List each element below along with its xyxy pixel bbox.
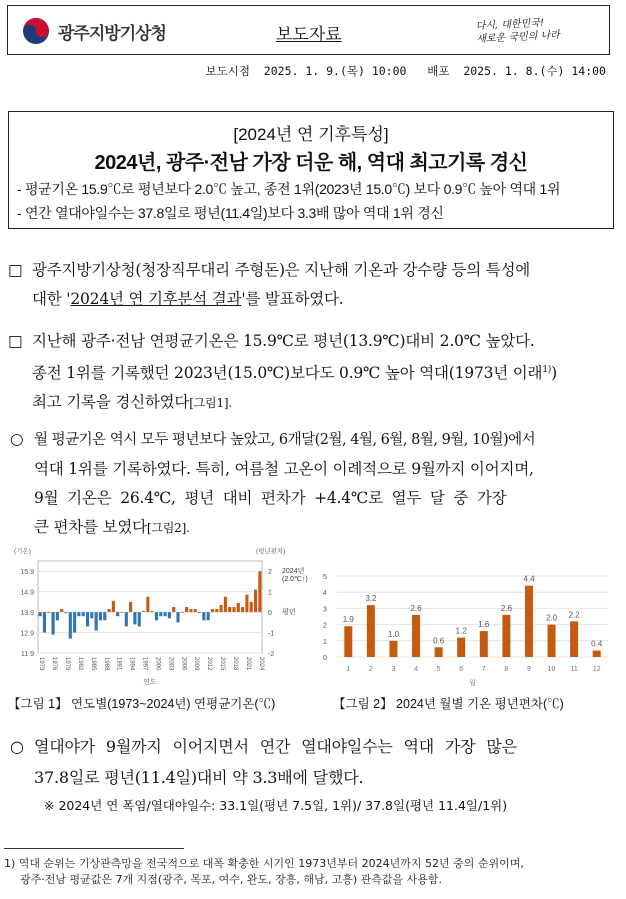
bar-2002 <box>164 612 167 616</box>
text: 9월 기온은 26.4℃, 평년 대비 편차가 +4.4℃로 열두 달 중 가장 <box>34 489 507 507</box>
bar-month-8 <box>502 615 510 657</box>
bar-month-9 <box>525 586 533 657</box>
x-tick-label: 2009 <box>193 657 200 671</box>
bar-1995 <box>133 612 136 624</box>
summary-tag: [2024년 연 기후특성] <box>233 125 389 144</box>
y-tick-label: 4 <box>323 590 327 598</box>
bar-2007 <box>185 607 188 612</box>
x-tick-label: 8 <box>504 666 509 673</box>
data-label: 2.2 <box>568 610 580 620</box>
distribute-label: 배포 <box>427 64 450 78</box>
bar-1982 <box>77 612 80 616</box>
bar-month-7 <box>480 631 488 657</box>
bar-1988 <box>103 612 106 620</box>
paragraph-2 <box>8 327 616 418</box>
bar-2005 <box>176 612 179 622</box>
bar-1975 <box>47 612 50 613</box>
bar-1984 <box>86 612 89 626</box>
bar-1989 <box>108 609 111 612</box>
data-label: 2.6 <box>500 603 512 613</box>
text: '를 발표하였다. <box>241 290 344 308</box>
bar-1999 <box>151 611 154 612</box>
summary-title: 2024년, 광주·전남 가장 더운 해, 역대 최고기록 경신 <box>94 152 528 174</box>
circle-bullet: ○ <box>10 737 24 756</box>
x-tick-label: 1991 <box>115 657 122 671</box>
text: 역대 1위를 기록하였다. 특히, 여름철 고온이 이례적으로 9월까지 이어지며, <box>34 460 534 478</box>
bar-1983 <box>82 612 85 616</box>
annotation-normal: 평년 <box>282 609 296 617</box>
bar-2020 <box>241 607 244 612</box>
footnote-divider <box>4 848 184 849</box>
x-tick-label: 2015 <box>219 657 226 671</box>
x-tick-label: 3 <box>391 666 396 673</box>
bar-1974 <box>43 612 46 632</box>
bar-2016 <box>224 597 227 612</box>
bar-month-2 <box>367 605 375 657</box>
bar-1997 <box>142 611 145 612</box>
bar-2006 <box>181 612 184 613</box>
org-name: 광주지방기상청 <box>58 24 166 44</box>
bar-1998 <box>146 597 149 612</box>
bar-1973 <box>39 612 42 616</box>
y2-tick-label: 0 <box>268 610 272 618</box>
text: 37.8일로 평년(11.4일)대비 약 3.3배에 달했다. <box>34 768 364 787</box>
y-tick-label: 0 <box>323 655 327 662</box>
x-tick-label: 1997 <box>141 657 148 671</box>
text: 종전 1위를 기록했던 2023년(15.0℃)보다도 0.9℃ 높아 역대(1973년 이래 <box>32 364 543 383</box>
bar-month-12 <box>593 651 601 657</box>
x-axis-label: 연도 <box>143 679 157 686</box>
bar-1976 <box>52 612 55 634</box>
x-tick-label: 11 <box>570 666 578 673</box>
bar-2001 <box>159 612 162 616</box>
bar-2021 <box>245 595 248 612</box>
x-tick-label: 2006 <box>180 657 187 671</box>
doc-type-title: 보도자료 <box>276 25 342 45</box>
x-tick-label: 1976 <box>51 657 58 671</box>
bar-2011 <box>202 612 205 620</box>
data-label: 1.6 <box>478 620 490 630</box>
bar-2009 <box>194 609 197 612</box>
bar-month-11 <box>570 621 578 657</box>
report-title-underlined: 2024년 연 기후분석 결과 <box>70 290 242 308</box>
bar-month-4 <box>412 615 420 657</box>
bar-month-5 <box>435 647 443 657</box>
x-tick-label: 1988 <box>102 657 109 671</box>
release-dates <box>206 63 607 79</box>
data-label: 3.2 <box>365 594 377 604</box>
text: 대한 ' <box>32 290 71 308</box>
x-tick-label: 1979 <box>64 657 70 671</box>
x-tick-label: 2000 <box>154 657 161 671</box>
distribute-time: 2025. 1. 8.(수) 14:00 <box>463 64 606 78</box>
text: 지난해 광주·전남 연평균기온은 15.9℃로 평년(13.9℃)대비 2.0℃ 높았다. <box>32 332 535 350</box>
y2-tick-label: -1 <box>268 630 275 638</box>
data-label: 1.2 <box>455 626 467 636</box>
data-label: 0.6 <box>433 636 445 646</box>
x-tick-label: 1 <box>346 666 351 673</box>
slogan-logo <box>475 16 560 46</box>
bar-month-3 <box>389 641 397 657</box>
summary-box <box>8 111 614 229</box>
bar-1985 <box>90 612 93 618</box>
y-tick-label: 15.9 <box>20 569 34 577</box>
annotation-2024: 2024년 <box>282 568 305 576</box>
x-tick-label: 2021 <box>244 657 251 671</box>
bar-1980 <box>69 612 72 639</box>
bar-1981 <box>73 612 76 632</box>
data-label: 0.4 <box>591 639 603 649</box>
y-tick-label: 1 <box>323 638 327 646</box>
footnote-ref[interactable]: 1) <box>542 365 552 375</box>
y-tick-label: 11.9 <box>20 651 34 658</box>
paragraph-4 <box>10 731 618 793</box>
y-tick-label: 13.9 <box>20 610 34 618</box>
bar-month-1 <box>344 626 352 657</box>
data-label: 2.0 <box>545 613 558 623</box>
x-tick-label: 2003 <box>167 657 174 671</box>
y-axis-label: (기온) <box>14 548 31 555</box>
x-tick-label: 2012 <box>206 657 213 671</box>
text: ) <box>551 364 558 383</box>
monthly-anomaly-chart <box>320 543 626 693</box>
y-tick-label: 3 <box>323 606 327 614</box>
x-tick-label: 4 <box>414 666 418 673</box>
bar-2008 <box>189 609 192 612</box>
header-box <box>7 5 610 55</box>
summary-bullet: - 평균기온 15.9℃로 평년보다 2.0℃ 높고, 종전 1위(2023년 15.0℃) 보다 0.9℃ 높아 역대 1위 <box>17 181 561 197</box>
bar-month-10 <box>548 625 556 657</box>
bar-month-6 <box>457 638 465 657</box>
footnote-line: 광주·전남 평균값은 7개 지점(광주, 목포, 여수, 완도, 장흥, 해남, 고흥) 관측값을 사용함. <box>20 873 443 886</box>
x-tick-label: 7 <box>481 666 486 673</box>
y2-axis-label: (평년편차) <box>256 548 286 555</box>
bar-2012 <box>207 612 210 620</box>
bar-1986 <box>95 612 98 630</box>
y2-tick-label: -2 <box>268 651 275 658</box>
y-tick-label: 5 <box>323 574 327 581</box>
y2-tick-label: 1 <box>268 589 272 597</box>
bar-1996 <box>138 612 141 626</box>
bar-1987 <box>99 612 102 620</box>
x-tick-label: 5 <box>436 666 441 673</box>
x-tick-label: 12 <box>592 666 601 673</box>
x-tick-label: 2 <box>368 666 373 673</box>
bar-2023 <box>254 590 257 612</box>
square-bullet: □ <box>8 261 23 279</box>
bar-1979 <box>64 612 67 613</box>
y-tick-label: 2 <box>323 622 327 630</box>
bar-1978 <box>60 609 63 612</box>
text: 광주지방기상청(청장직무대리 주형돈)은 지난해 기온과 강수량 등의 특성에 <box>32 261 531 279</box>
bar-1992 <box>120 612 123 613</box>
figure-2-caption: 【그림 2】 2024년 월별 기온 평년편차(℃) <box>333 697 564 711</box>
figure-ref: [그림2]. <box>146 521 190 535</box>
text: 큰 편차를 보였다 <box>34 518 147 536</box>
bar-2024 <box>258 571 261 612</box>
bar-2022 <box>250 602 253 612</box>
text: 월 평균기온 역시 모두 평년보다 높았고, 6개달(2월, 4월, 6월, 8월, 9월, 10월)에서 <box>34 432 536 448</box>
bar-1993 <box>125 612 128 626</box>
y-tick-label: 12.9 <box>20 630 34 638</box>
x-tick-label: 10 <box>547 666 556 673</box>
bar-2015 <box>220 605 223 612</box>
bar-2017 <box>228 607 231 612</box>
data-label: 2.6 <box>410 603 422 613</box>
x-tick-label: 1973 <box>38 657 45 671</box>
bar-2000 <box>155 612 158 620</box>
bar-1991 <box>116 612 119 616</box>
bar-1994 <box>129 602 132 612</box>
government-emblem-icon <box>22 17 50 45</box>
figure-ref: [그림1]. <box>189 396 232 411</box>
bar-1977 <box>56 612 59 620</box>
footnote <box>4 856 524 888</box>
circle-bullet: ○ <box>10 430 24 448</box>
annotation-2024-value: (2.0℃↑) <box>282 576 308 584</box>
data-label: 1.9 <box>342 615 354 625</box>
bar-1990 <box>112 601 115 612</box>
slogan-line: 다시, 대한민국! <box>475 17 545 33</box>
bar-2013 <box>211 609 214 612</box>
bar-2004 <box>172 607 175 612</box>
y-tick-label: 14.9 <box>20 589 34 597</box>
bar-2003 <box>168 612 171 618</box>
annual-temperature-chart <box>0 543 310 693</box>
data-label: 4.4 <box>523 574 535 584</box>
x-tick-label: 9 <box>527 666 531 673</box>
x-tick-label: 2024 <box>257 657 264 671</box>
x-axis-label: 월 <box>469 680 476 687</box>
y2-tick-label: 2 <box>268 569 272 577</box>
paragraph-1 <box>8 256 616 314</box>
x-tick-label: 1982 <box>76 657 83 671</box>
summary-bullet: - 연간 열대야일수는 37.8일로 평년(11.4일)보다 3.3배 많아 역대 1위 경신 <box>17 205 444 221</box>
slogan-line: 새로운 국민의 나라 <box>476 29 561 46</box>
figure-1-caption: 【그림 1】 연도별(1973~2024년) 연평균기온(℃) <box>8 697 276 711</box>
text: 최고 기록을 경신하였다 <box>32 393 190 412</box>
text: 열대야가 9월까지 이어지면서 연간 열대야일수는 역대 가장 많은 <box>34 737 517 756</box>
x-tick-label: 1994 <box>128 657 135 671</box>
x-tick-label: 1985 <box>89 657 96 671</box>
release-time: 2025. 1. 9.(목) 10:00 <box>263 64 407 78</box>
data-label: 1.0 <box>387 629 400 639</box>
release-label: 보도시점 <box>205 64 250 78</box>
bar-2019 <box>237 603 240 612</box>
paragraph-3 <box>10 425 618 543</box>
note: ※ 2024년 연 폭염/열대야일수: 33.1일(평년 7.5일, 1위)/ 37.8일(평년 11.4일/1위) <box>44 798 508 813</box>
x-tick-label: 2018 <box>232 657 238 671</box>
bar-2014 <box>215 609 218 612</box>
bar-2010 <box>198 612 201 613</box>
bar-2018 <box>232 607 235 612</box>
x-tick-label: 6 <box>459 666 464 673</box>
square-bullet: □ <box>8 332 23 350</box>
footnote-line: 1) 역대 순위는 기상관측망을 전국적으로 대폭 확충한 시기인 1973년부터 2024년까지 52년 중의 순위이며, <box>4 857 524 870</box>
